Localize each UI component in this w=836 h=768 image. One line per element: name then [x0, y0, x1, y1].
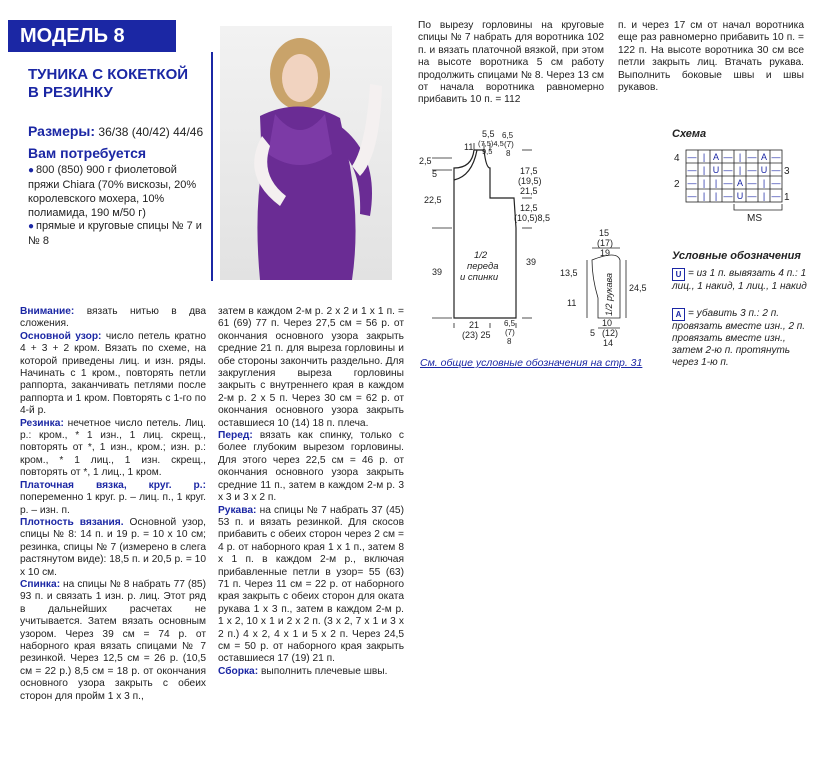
diagram-label: (10,5)8,5	[514, 213, 551, 223]
svg-text:—: —	[747, 152, 757, 162]
instructions-column-2	[218, 306, 404, 678]
diagram-label: 13,5	[560, 268, 578, 278]
decrease-symbol-icon: A	[672, 308, 685, 321]
svg-text:|: |	[762, 178, 766, 188]
diagram-label: 8	[507, 337, 512, 346]
svg-text:|: |	[702, 191, 706, 201]
diagram-label: 8	[506, 149, 511, 158]
svg-text:|: |	[762, 191, 766, 201]
bullet-icon: ●	[28, 221, 35, 232]
diagram-label: 24,5	[629, 283, 647, 293]
diagram-label: (19,5)	[518, 176, 542, 186]
diagram-label: 14	[603, 338, 614, 348]
diagram-label: и спинки	[460, 272, 499, 283]
diagram-label: 19	[600, 248, 611, 258]
svg-text:U: U	[736, 191, 744, 201]
diagram-label: (7,5)4,5	[478, 139, 504, 148]
diagram-label: (7)	[505, 328, 515, 337]
paragraph: Перед: вязать как спинку, только с более глубоким вырезом горловины. Для этого через 22,5 см = 46 р. от окончания основного узора закрыть средние 11 п., затем в каждом 2-м р. 3 х 3 и 3 х 2 п.	[218, 430, 404, 504]
material-item	[28, 219, 203, 248]
diagram-label: 22,5	[424, 195, 442, 205]
diagram-label: (7)	[504, 140, 514, 149]
diagram-label: 15	[599, 228, 610, 238]
legend-title: Условные обозначения	[672, 250, 801, 262]
svg-text:—: —	[747, 191, 757, 201]
sizes	[28, 123, 203, 139]
svg-text:|: |	[714, 178, 718, 188]
diagram-label: 5	[590, 328, 596, 338]
paragraph: Сборка: выполнить плечевые швы.	[218, 665, 388, 677]
stitch-chart	[672, 146, 792, 226]
chart-row-label: 2	[674, 179, 680, 190]
svg-text:—: —	[771, 191, 781, 201]
diagram-label: 11	[464, 142, 474, 152]
svg-text:A: A	[712, 152, 720, 162]
diagram-label: 6,5	[502, 131, 514, 140]
sizes-label: Размеры:	[28, 123, 96, 139]
svg-text:—: —	[771, 152, 781, 162]
svg-text:|: |	[702, 152, 706, 162]
svg-text:—: —	[687, 178, 697, 188]
pattern-diagram	[412, 128, 662, 353]
diagram-label: (12)	[602, 328, 619, 338]
svg-text:|: |	[702, 178, 706, 188]
material-text: прямые и круговые спицы № 7 и № 8	[28, 220, 202, 247]
svg-text:—: —	[771, 178, 781, 188]
diagram-label: (17)	[597, 238, 614, 248]
collar-text-right: п. и через 17 см от начал воротника еще раз равномерно прибавить 10 п. = 122 п. На высоте воротника 30 см все петли закрыть лиц. Втачать рукава. Выполнить боковые швы и швы рукавов.	[618, 20, 804, 94]
svg-text:U: U	[712, 165, 720, 175]
svg-text:—: —	[687, 165, 697, 175]
diagram-label: 6,5	[504, 319, 516, 328]
svg-text:|: |	[714, 191, 718, 201]
diagram-label: 11	[567, 298, 577, 308]
svg-text:—: —	[723, 165, 733, 175]
legend-item	[672, 268, 807, 293]
bullet-icon: ●	[28, 165, 35, 176]
diagram-label: 39	[526, 257, 537, 267]
svg-text:—: —	[687, 152, 697, 162]
increase-symbol-icon: U	[672, 268, 685, 281]
chart-row-label: 1	[784, 192, 790, 203]
svg-text:U: U	[760, 165, 768, 175]
need-heading: Вам потребуется	[28, 145, 147, 161]
svg-text:|: |	[702, 165, 706, 175]
paragraph: затем в каждом 2-м р. 2 х 2 и 1 х 1 п. = 61 (69) 77 п. Через 27,5 см = 56 р. от окончания основного узора закрыть средние 21 п. для выреза горловины и обе стороны закончить раздельно. Для закругления выреза горловины закрыть с внутреннего края в каждом 2-м р. 2 х 5 п. Через 30 см = 62 р. от окончания основного узора закрыть оставшиеся 10 (14) 18 п. плеча.	[218, 306, 404, 429]
reference-link[interactable]: См. общие условные обозначения на стр. 31	[420, 357, 643, 369]
diagram-label: 5,5	[482, 129, 495, 139]
diagram-label: 17,5	[520, 166, 538, 176]
paragraph: Платочная вязка, круг. р.: попеременно 1 круг. р. – лиц. п., 1 круг. р. – изн. п.	[20, 479, 206, 516]
paragraph: Рукава: на спицы № 7 набрать 37 (45) 53 п. и вязать резинкой. Для скосов прибавить с обеих сторон через 2 см = 4 р. от наборного края 1 х 1 п., затем 8 х 1 п. в каждом 2-м р., включая прибавленные петли в узор= 55 (63) 71 п. Через 11 см = 22 р. от наборного края закрыть с обеих сторон для оката рукава 1 х 3 п., затем в каждом 2-м р. 1 х 2, 10 х 1 и 2 х 2 п. (3 х 2, 7 х 1 и 3 х 2 п.) 4 х 2, 4 х 1 и 5 х 2 п. Через 24,5 см = 50 р. от наборного края закрыть оставшиеся 17 (19) 21 п.	[218, 504, 404, 665]
diagram-label: 1/2 рукава	[604, 273, 614, 316]
tunic-title	[28, 66, 198, 102]
sizes-value: 36/38 (40/42) 44/46	[98, 125, 204, 139]
paragraph: Спинка: на спицы № 8 набрать 77 (85) 93 п. и связать 1 изн. р. лиц. Этот ряд в дальнейших расчетах не учитывается. Затем вязать основным узором. Через 39 см = 74 р. от наборного края вязать спицами № 7 резинкой. Через 12,5 см = 26 р. (10,5 см = 22 р.) 8,5 см = 18 р. от окончания основного узора закрыть с обеих сторон для пройм 1 х 3 п.,	[20, 578, 206, 702]
diagram-label: переда	[467, 261, 499, 272]
material-text: 800 (850) 900 г фиолетовой пряжи Chiara (70% вискозы, 20% королевского мохера, 10% полиамида, 190 м/50 г)	[28, 164, 197, 219]
chart-row-label: 3	[784, 166, 790, 177]
schema-title: Схема	[672, 128, 707, 140]
paragraph: Внимание: вязать нитью в два сложения.	[20, 306, 206, 330]
svg-text:A: A	[760, 152, 768, 162]
legend-text: = убавить 3 п.: 2 п. провязать вместе изн., 2 п. провязать вместе изн., затем 2-ю п. протянуть через 1-ю п.	[672, 308, 806, 368]
paragraph: Резинка: нечетное число петель. Лиц. р.: кром., * 1 изн., 1 лиц. скрещ., повторять от *, 1 изн., кром.; изн. р.: кром., * 1 лиц., 1 изн. скрещ., повторять от *, 1 лиц., 1 кром.	[20, 417, 206, 479]
svg-text:—: —	[723, 178, 733, 188]
title-line-1: ТУНИКА С КОКЕТКОЙ	[28, 66, 189, 83]
collar-text-left: По вырезу горловины на круговые спицы № 7 набрать для воротника 102 п. и вязать платочной вязкой, при этом на высоте воротника 5 см работу продолжить спицами № 8. Через 13 см от начала воротника равномерно прибавить 10 п. = 112	[418, 20, 604, 106]
diagram-label: 1/2	[474, 250, 488, 261]
svg-text:—: —	[747, 178, 757, 188]
diagram-label: 2,5	[419, 156, 432, 166]
svg-text:—: —	[687, 191, 697, 201]
diagram-label: 12,5	[520, 203, 538, 213]
svg-text:—: —	[747, 165, 757, 175]
material-item	[28, 163, 203, 220]
diagram-label: 21	[469, 320, 480, 330]
svg-text:|: |	[738, 165, 742, 175]
diagram-label: 39	[432, 267, 443, 277]
model-banner: МОДЕЛЬ 8	[8, 20, 176, 52]
svg-text:—: —	[771, 165, 781, 175]
svg-text:—: —	[723, 152, 733, 162]
diagram-label: 10	[602, 318, 613, 328]
chart-ms-label: MS	[747, 213, 762, 224]
diagram-label: 5	[432, 169, 438, 179]
tunic-photo-illustration	[220, 26, 392, 280]
instructions-column-1	[20, 306, 206, 703]
svg-text:—: —	[723, 191, 733, 201]
legend-text: = из 1 п. вывязать 4 п.: 1 лиц., 1 накид, 1 лиц., 1 накид	[672, 268, 807, 292]
paragraph: Основной узор: число петель кратно 4 + 3 + 2 кром. Вязать по схеме, на которой приведены лиц. и изн. ряды. Начинать с 1 кром., повторять петли раппорта, заканчивать петлями после раппорта и 1 кром. Повторять с 1-го по 4-й р.	[20, 330, 206, 417]
svg-text:|: |	[738, 152, 742, 162]
legend-item	[672, 308, 807, 369]
model-photo	[220, 26, 392, 280]
diagram-label: (23) 25	[462, 330, 491, 340]
diagram-label: 21,5	[520, 186, 538, 196]
diagram-label: 9,5	[482, 147, 493, 156]
chart-row-label: 4	[674, 153, 680, 164]
paragraph: Плотность вязания. Основной узор, спицы № 8: 14 п. и 19 р. = 10 х 10 см; резинка, спицы № 7 (измерено в слега растянутом виде): 18,5 п. и 20,5 р. = 10 х 10 см.	[20, 516, 207, 578]
title-line-2: В РЕЗИНКУ	[28, 84, 113, 101]
svg-text:A: A	[736, 178, 744, 188]
